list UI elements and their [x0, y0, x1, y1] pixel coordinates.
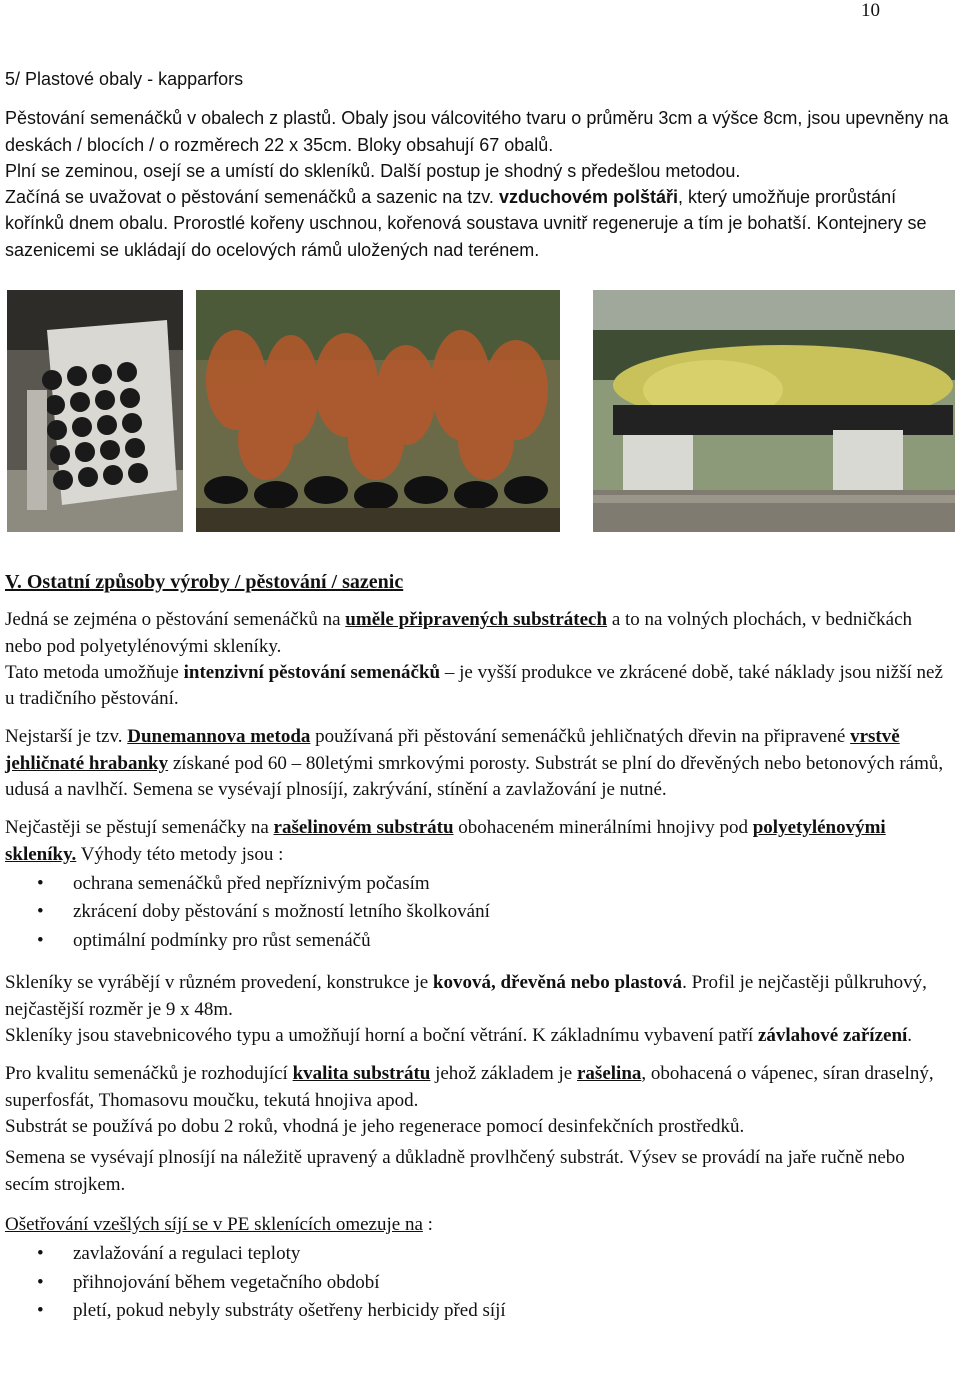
bullet-icon: • [37, 929, 44, 951]
text: obohaceném minerálními hnojivy pod [453, 817, 753, 839]
underlined-term: Ošetřování vzešlých síjí se v PE sklenících omezuje na [5, 1213, 423, 1235]
bold-term: intenzivní pěstování semenáčků [183, 661, 441, 683]
text: , který umožňuje prorůstání kořínků dnem obalu. Prorostlé kořeny uschnou, kořenová soustava uvnitř regeneruje a tím je bohatší. Kontejnery se sazenicemi se ukládají do ocelových rámů uložených nad terénem. [5, 187, 927, 260]
paragraph [5, 660, 950, 713]
paragraph [5, 1212, 950, 1238]
underlined-term: vrstvě jehličnaté hrabanky [5, 726, 900, 774]
text: Skleníky se vyrábějí v různém provedení, konstrukce je [5, 972, 433, 994]
list-item [5, 927, 950, 956]
list-item-text: pletí, pokud nebyly substráty ošetřeny herbicidy před síjí [73, 1300, 506, 1322]
plastic-container-tray-photo [7, 290, 183, 532]
seedlings-on-crates-photo [593, 290, 955, 532]
text: Pro kvalitu semenáčků je rozhodující [5, 1063, 293, 1085]
section-heading: 5/ Plastové obaly - kapparfors [5, 69, 244, 89]
paragraph [5, 970, 950, 1023]
underlined-term: uměle připravených substrátech [345, 609, 608, 631]
text: , obohacená o vápenec, síran draselný, superfosfát, Thomasovu moučku, tekutá hnojiva apod. [5, 1063, 934, 1111]
paragraph: Plní se zeminou, osejí se a umístí do skleníků. Další postup je shodný s předešlou metodou. [5, 160, 741, 181]
paragraph [5, 1023, 950, 1049]
list-item [5, 870, 950, 899]
underlined-term: Dunemannova metoda [127, 726, 311, 748]
text: jehož základem je [430, 1063, 577, 1085]
page-number: 10 [861, 0, 880, 21]
paragraph: Semena se vysévají plnosíjí na náležitě upravený a důkladně provlhčený substrát. Výsev se provádí na jaře ručně nebo secím strojkem. [5, 1147, 905, 1195]
list-item [5, 1240, 950, 1269]
text: Jedná se zejména o pěstování semenáčků na [5, 609, 346, 631]
section-other-methods [5, 569, 950, 1326]
section-kapparfors [5, 66, 950, 263]
underlined-term: rašelinovém substrátu [273, 817, 454, 839]
text: Začíná se uvažovat o pěstování semenáčků a sazenic na tzv. [5, 187, 499, 208]
bullet-icon: • [37, 1300, 44, 1322]
text: Skleníky jsou stavebnicového typu a umožňují horní a boční větrání. K základnímu vybavení patří [5, 1025, 758, 1047]
paragraph: Pěstování semenáčků v obalech z plastů. Obaly jsou válcovitého tvaru o průměru 3cm a výšce 8cm, jsou upevněny na deskách / blocích / o rozměrech 22 x 35cm. Bloky obsahují 67 obalů. [5, 108, 949, 155]
list-item-text: zkrácení doby pěstování s možností letního školkování [73, 901, 490, 923]
text: Tato metoda umožňuje [5, 661, 184, 683]
bold-term: závlahové zařízení [757, 1025, 908, 1047]
list-item-text: přihnojování během vegetačního období [73, 1271, 380, 1293]
text: : [422, 1213, 433, 1235]
advantages-list [5, 870, 950, 956]
list-item-text: ochrana semenáčků před nepříznivým počasím [73, 872, 430, 894]
list-item [5, 1297, 950, 1326]
bullet-icon: • [37, 1271, 44, 1293]
underlined-term: rašelina [577, 1063, 642, 1085]
list-item-text: optimální podmínky pro růst semenáčů [73, 929, 371, 951]
text: Výhody této metody jsou : [76, 843, 284, 865]
list-item-text: zavlažování a regulaci teploty [73, 1243, 301, 1265]
paragraph [5, 724, 950, 803]
paragraph [5, 815, 950, 868]
care-list [5, 1240, 950, 1326]
bold-term: kovová, dřevěná nebo plastová [432, 972, 683, 994]
paragraph [5, 1061, 950, 1114]
underlined-term: kvalita substrátu [292, 1063, 431, 1085]
potted-seedlings-photo [196, 290, 560, 532]
paragraph: Substrát se používá po dobu 2 roků, vhodná je jeho regenerace pomocí desinfekčních prostředků. [5, 1115, 745, 1137]
text: . Profil je nejčastěji půlkruhový, nejčastější rozměr je 9 x 48m. [5, 972, 927, 1020]
bullet-icon: • [37, 872, 44, 894]
list-item [5, 898, 950, 927]
section-heading: V. Ostatní způsoby výroby / pěstování / sazenic [5, 571, 404, 593]
text: Nejčastěji se pěstují semenáčky na [5, 817, 274, 839]
text: Nejstarší je tzv. [5, 726, 128, 748]
text: a to na volných plochách, v bedničkách nebo pod polyetylénovými skleníky. [5, 609, 913, 657]
underlined-term: polyetylénovými skleníky. [5, 817, 886, 865]
paragraph [5, 184, 950, 263]
list-item [5, 1269, 950, 1298]
text: – je vyšší produkce ve zkrácené době, také náklady jsou nižší než u tradičního pěstování. [5, 661, 943, 710]
text: používaná při pěstování semenáčků jehličnatých dřevin na připravené [310, 726, 851, 748]
paragraph [5, 607, 950, 660]
text: získané pod 60 – 80letými smrkovými porosty. Substrát se plní do dřevěných nebo betonových rámů, udusá a navlhčí. Semena se vysévají plnosíjí, zakrývání, stínění a zavlažování je nutné. [5, 752, 944, 801]
bullet-icon: • [37, 901, 44, 923]
bullet-icon: • [37, 1243, 44, 1265]
bold-term: vzduchovém polštáři [498, 187, 678, 208]
text: . [907, 1025, 913, 1047]
